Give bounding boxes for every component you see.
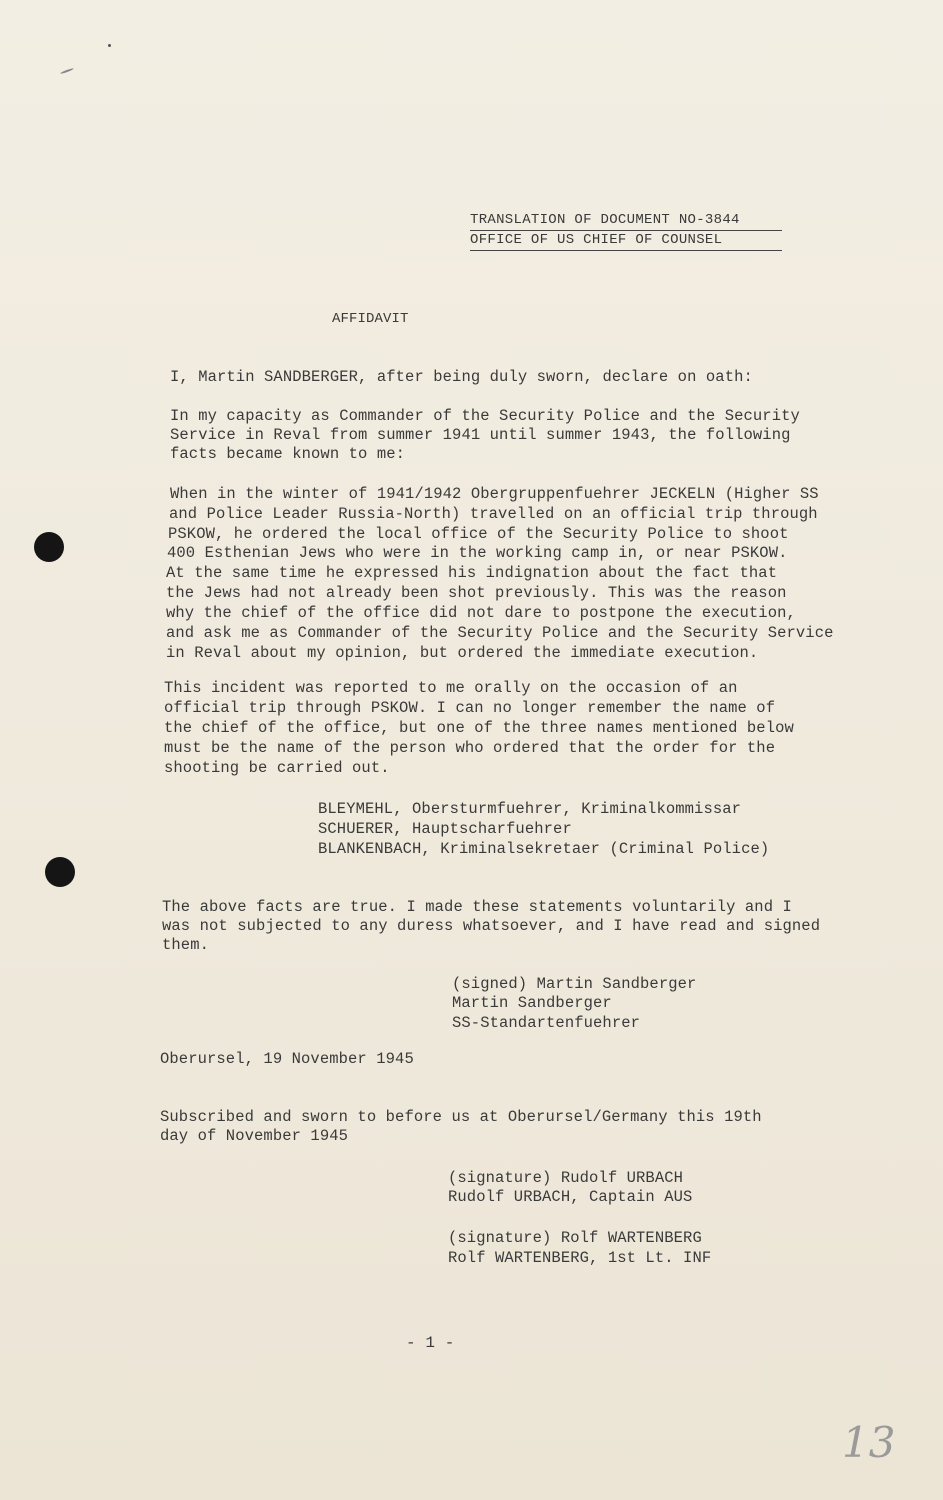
paragraph-line: the Jews had not already been shot previously. This was the reason: [166, 584, 787, 602]
document-title: AFFIDAVIT: [332, 311, 409, 327]
paragraph-line: In my capacity as Commander of the Security Police and the Security: [170, 407, 800, 425]
witness-line: (signature) Rolf WARTENBERG: [448, 1229, 702, 1247]
paragraph-line: why the chief of the office did not dare to postpone the execution,: [166, 604, 796, 622]
paragraph-line: shooting be carried out.: [164, 759, 390, 777]
name-entry: SCHUERER, Hauptscharfuehrer: [318, 820, 572, 838]
witness-line: Rudolf URBACH, Captain AUS: [448, 1188, 693, 1206]
witness-line: (signature) Rudolf URBACH: [448, 1169, 684, 1187]
paragraph-line: Service in Reval from summer 1941 until summer 1943, the following: [170, 426, 791, 444]
opening-declaration: I, Martin SANDBERGER, after being duly sworn, declare on oath:: [170, 368, 753, 386]
paragraph-line: in Reval about my opinion, but ordered the immediate execution.: [166, 644, 759, 662]
folio-mark: 13: [842, 1418, 896, 1467]
paragraph-line: This incident was reported to me orally on the occasion of an: [164, 679, 738, 697]
paper-speck: [108, 44, 111, 47]
punch-hole-bottom: [45, 857, 75, 887]
paragraph-line: and ask me as Commander of the Security Police and the Security Service: [166, 624, 834, 642]
paragraph-line: the chief of the office, but one of the three names mentioned below: [164, 719, 794, 737]
witness-line: Rolf WARTENBERG, 1st Lt. INF: [448, 1249, 712, 1267]
paragraph-line: must be the name of the person who ordered that the order for the: [164, 739, 776, 757]
paragraph-line: official trip through PSKOW. I can no longer remember the name of: [164, 699, 776, 717]
signature-line: Martin Sandberger: [452, 994, 612, 1012]
place-date: Oberursel, 19 November 1945: [160, 1050, 414, 1068]
paragraph-line: PSKOW, he ordered the local office of the Security Police to shoot: [168, 525, 789, 543]
signature-line: SS-Standartenfuehrer: [452, 1014, 641, 1032]
page-number: - 1 -: [406, 1334, 455, 1352]
name-entry: BLEYMEHL, Obersturmfuehrer, Kriminalkommissar: [318, 800, 742, 818]
paper-speck: [60, 68, 74, 75]
paragraph-line: Subscribed and sworn to before us at Oberursel/Germany this 19th: [160, 1108, 762, 1126]
header-line-1: TRANSLATION OF DOCUMENT NO-3844: [470, 212, 740, 228]
header-underline-2: [470, 250, 782, 251]
paragraph-line: day of November 1945: [160, 1127, 349, 1145]
paragraph-line: and Police Leader Russia-North) travelled on an official trip through: [169, 505, 818, 523]
paragraph-line: was not subjected to any duress whatsoever, and I have read and signed: [162, 917, 821, 935]
paragraph-line: facts became known to me:: [170, 445, 406, 463]
paragraph-line: 400 Esthenian Jews who were in the working camp in, or near PSKOW.: [167, 544, 788, 562]
name-entry: BLANKENBACH, Kriminalsekretaer (Criminal Police): [318, 840, 770, 858]
header-underline-1: [470, 230, 782, 231]
signature-line: (signed) Martin Sandberger: [452, 975, 697, 993]
paragraph-line: At the same time he expressed his indignation about the fact that: [166, 564, 778, 582]
punch-hole-top: [34, 532, 64, 562]
paragraph-line: them.: [162, 936, 210, 954]
header-line-2: OFFICE OF US CHIEF OF COUNSEL: [470, 232, 723, 248]
paragraph-line: When in the winter of 1941/1942 Obergruppenfuehrer JECKELN (Higher SS: [170, 485, 819, 503]
paragraph-line: The above facts are true. I made these statements voluntarily and I: [162, 898, 792, 916]
